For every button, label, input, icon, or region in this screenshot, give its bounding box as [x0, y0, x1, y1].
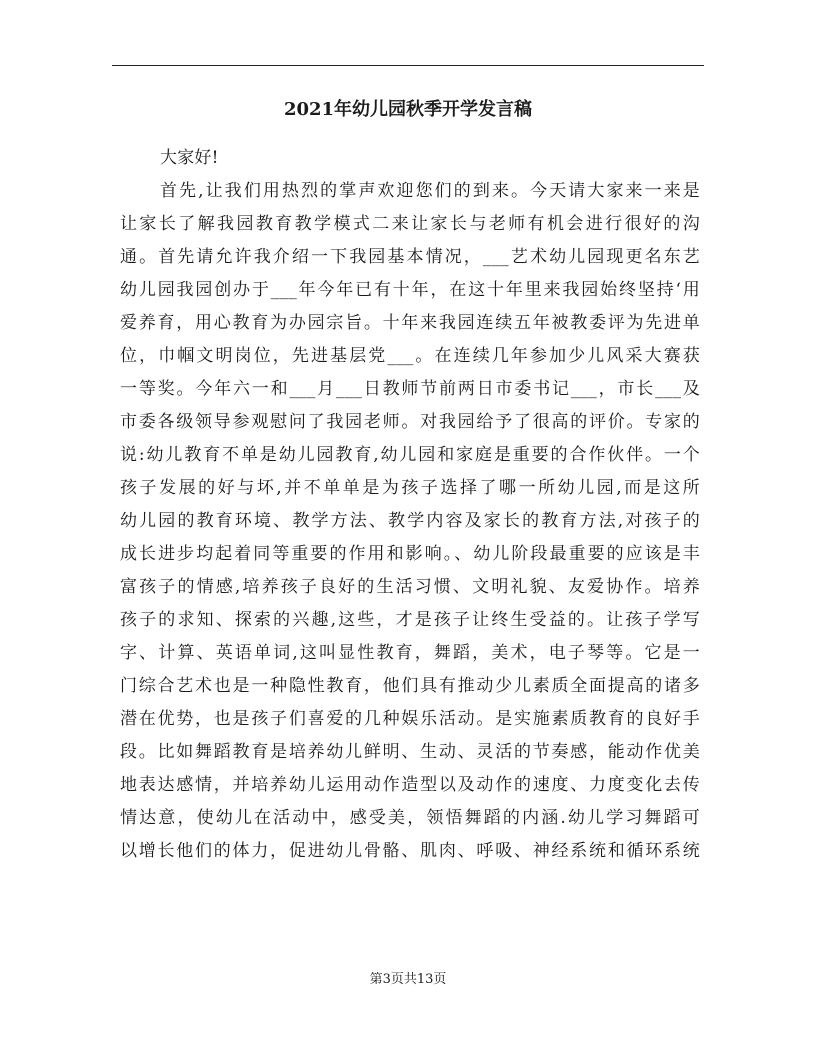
paragraph-line: 幼儿园我园创办于___年今年已有十年，在这十年里来我园始终坚持‘用	[120, 280, 700, 300]
paragraph-line: 爱养育，用心教育为办园宗旨。十年来我园连续五年被教委评为先进单	[120, 313, 700, 333]
greeting-line: 大家好!	[160, 148, 219, 168]
paragraph-line: 以增长他们的体力，促进幼儿骨骼、肌肉、呼吸、神经系统和循环系统	[120, 841, 700, 861]
paragraph-line: 幼儿园的教育环境、教学方法、教学内容及家长的教育方法,对孩子的	[120, 511, 700, 531]
paragraph-line: 位，巾帼文明岗位，先进基层党___。在连续几年参加少儿风采大赛获	[120, 346, 700, 366]
paragraph-line: 孩子发展的好与坏,并不单单是为孩子选择了哪一所幼儿园,而是这所	[120, 478, 700, 498]
paragraph-line: 情达意，使幼儿在活动中，感受美，领悟舞蹈的内涵.幼儿学习舞蹈可	[120, 808, 700, 828]
paragraph-line: 成长进步均起着同等重要的作用和影响。、幼儿阶段最重要的应该是丰	[120, 544, 700, 564]
paragraph-line: 说:幼儿教育不单是幼儿园教育,幼儿园和家庭是重要的合作伙伴。一个	[120, 445, 700, 465]
paragraph-line: 潜在优势，也是孩子们喜爱的几种娱乐活动。是实施素质教育的良好手	[120, 709, 700, 729]
paragraph-line: 段。比如舞蹈教育是培养幼儿鲜明、生动、灵活的节奏感，能动作优美	[120, 742, 700, 762]
paragraph-line: 孩子的求知、探索的兴趣,这些，才是孩子让终生受益的。让孩子学写	[120, 610, 700, 630]
paragraph-line: 市委各级领导参观慰问了我园老师。对我园给予了很高的评价。专家的	[120, 412, 700, 432]
paragraph-line: 让家长了解我园教育教学模式二来让家长与老师有机会进行很好的沟	[120, 214, 700, 234]
paragraph-line: 一等奖。今年六一和___月___日教师节前两日市委书记___，市长___及	[120, 379, 700, 399]
paragraph-line: 富孩子的情感,培养孩子良好的生活习惯、文明礼貌、友爱协作。培养	[120, 577, 700, 597]
paragraph-line: 通。首先请允许我介绍一下我园基本情况，___艺术幼儿园现更名东艺	[120, 247, 700, 267]
page-number: 第3页共13页	[369, 972, 447, 987]
paragraph-line: 地表达感情，并培养幼儿运用动作造型以及动作的速度、力度变化去传	[120, 775, 700, 795]
paragraph-line: 门综合艺术也是一种隐性教育，他们具有推动少儿素质全面提高的诸多	[120, 676, 700, 696]
document-title: 2021年幼儿园秋季开学发言稿	[283, 99, 533, 120]
paragraph-line: 首先,让我们用热烈的掌声欢迎您们的到来。今天请大家来一来是	[160, 181, 700, 201]
document-body	[120, 142, 700, 868]
header-rule	[112, 65, 704, 66]
paragraph-line: 字、计算、英语单词,这叫显性教育，舞蹈，美术，电子琴等。它是一	[120, 643, 700, 663]
